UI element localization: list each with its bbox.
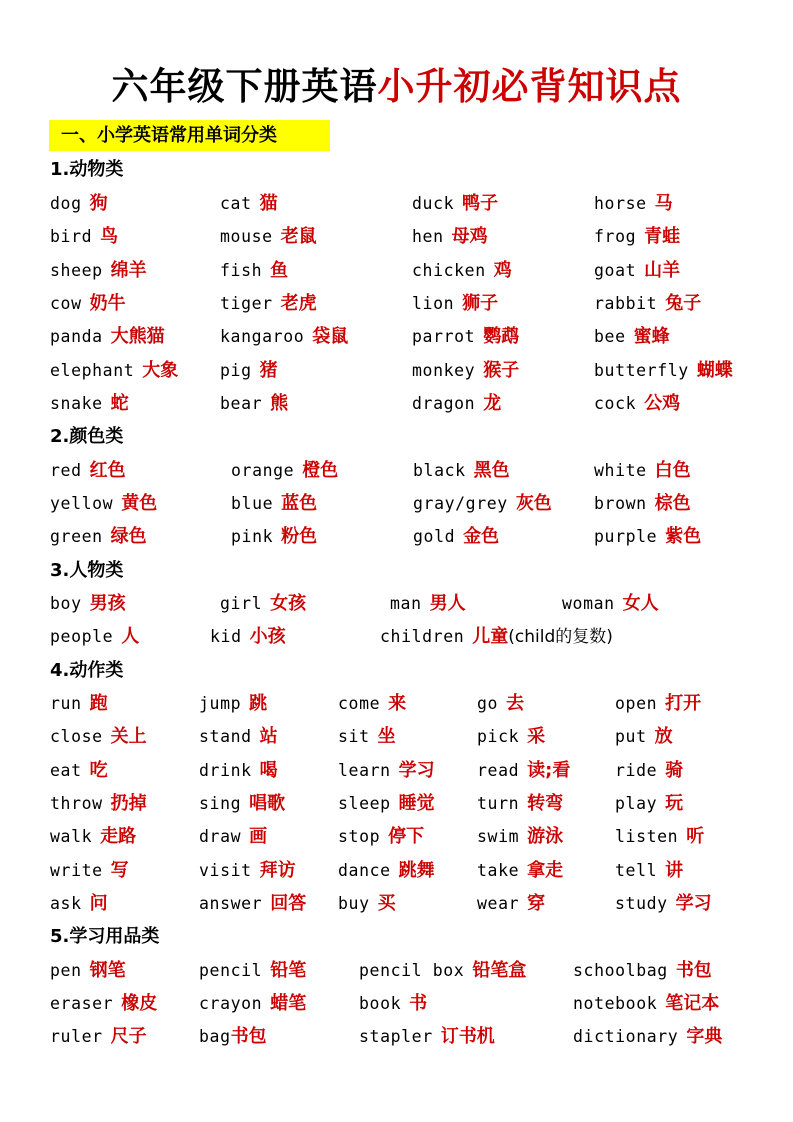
- chinese-translation: 母鸡: [451, 226, 488, 247]
- chinese-translation: 尺子: [110, 1026, 147, 1047]
- category-heading-people: 3.人物类: [50, 560, 124, 581]
- vocab-item: [220, 225, 317, 249]
- english-word: pen: [50, 961, 82, 980]
- vocab-item: [50, 859, 129, 883]
- vocab-item: [615, 759, 683, 783]
- english-word: take: [477, 861, 520, 880]
- vocab-item: [477, 759, 570, 783]
- english-word: horse: [594, 194, 647, 213]
- english-word: eraser: [50, 994, 114, 1013]
- vocab-item: [220, 259, 288, 283]
- vocab-item: [594, 325, 670, 349]
- english-word: read: [477, 761, 520, 780]
- vocab-item: [338, 892, 396, 916]
- chinese-translation: 狗: [89, 193, 108, 214]
- english-word: kid: [210, 627, 242, 646]
- vocab-item: [338, 759, 435, 783]
- vocab-item: [199, 859, 296, 883]
- english-word: tell: [615, 861, 658, 880]
- english-word: woman: [562, 594, 615, 613]
- vocab-item: [220, 359, 278, 383]
- chinese-translation: 蜜蜂: [633, 326, 670, 347]
- english-word: chicken: [412, 261, 486, 280]
- chinese-translation: 来: [388, 693, 407, 714]
- chinese-translation: 熊: [270, 393, 289, 414]
- english-word: put: [615, 727, 647, 746]
- vocab-item: [50, 459, 126, 483]
- chinese-translation: 灰色: [515, 493, 552, 514]
- chinese-translation: 粉色: [281, 526, 318, 547]
- chinese-translation: 钢笔: [89, 960, 126, 981]
- english-word: pink: [231, 527, 274, 546]
- chinese-translation: 书包: [230, 1026, 267, 1047]
- chinese-translation: 拿走: [527, 860, 564, 881]
- vocab-item: [338, 792, 435, 816]
- chinese-translation: 黄色: [121, 493, 158, 514]
- english-word: learn: [338, 761, 391, 780]
- english-word: eat: [50, 761, 82, 780]
- vocab-item: [412, 325, 519, 349]
- chinese-translation: 人: [121, 626, 140, 647]
- vocab-item: [231, 492, 317, 516]
- chinese-translation: 鸡: [493, 260, 512, 281]
- vocab-item: [220, 192, 278, 216]
- category-heading-animals: 1.动物类: [50, 159, 124, 180]
- english-word: stop: [338, 827, 381, 846]
- vocab-item: [359, 992, 427, 1016]
- vocab-item: [50, 692, 108, 716]
- english-word: hen: [412, 227, 444, 246]
- chinese-translation: 兔子: [665, 293, 702, 314]
- vocab-item: [562, 592, 659, 616]
- vocab-item: [594, 492, 691, 516]
- english-word: parrot: [412, 327, 476, 346]
- english-word: blue: [231, 494, 274, 513]
- english-word: pencil box: [359, 961, 465, 980]
- vocab-item: [573, 992, 719, 1016]
- english-word: dictionary: [573, 1027, 679, 1046]
- vocab-item: [50, 192, 108, 216]
- chinese-translation: 铅笔盒: [472, 960, 527, 981]
- chinese-translation: 猪: [259, 360, 278, 381]
- vocab-item: [50, 992, 157, 1016]
- chinese-translation: 紫色: [665, 526, 702, 547]
- english-word: frog: [594, 227, 637, 246]
- english-word: stand: [199, 727, 252, 746]
- chinese-translation: 橙色: [302, 460, 339, 481]
- vocab-item: [50, 325, 165, 349]
- english-word: mouse: [220, 227, 273, 246]
- vocab-item: [412, 225, 488, 249]
- english-word: yellow: [50, 494, 114, 513]
- chinese-translation: 铅笔: [270, 960, 307, 981]
- chinese-translation: 女人: [622, 593, 659, 614]
- chinese-translation: 书包: [675, 960, 712, 981]
- english-word: goat: [594, 261, 637, 280]
- english-word: pig: [220, 361, 252, 380]
- english-word: come: [338, 694, 381, 713]
- english-word: go: [477, 694, 499, 713]
- chinese-translation: 拜访: [259, 860, 296, 881]
- chinese-translation: 猫: [259, 193, 278, 214]
- vocab-item: [50, 525, 147, 549]
- chinese-translation: 画: [249, 826, 268, 847]
- vocab-item: [594, 225, 680, 249]
- vocab-item: [594, 192, 673, 216]
- vocab-item: [199, 725, 278, 749]
- english-word: dance: [338, 861, 391, 880]
- chinese-translation: 跑: [89, 693, 108, 714]
- english-word: book: [359, 994, 402, 1013]
- english-word: elephant: [50, 361, 135, 380]
- english-word: ask: [50, 894, 82, 913]
- chinese-translation: 棕色: [654, 493, 691, 514]
- english-word: bag: [199, 1027, 231, 1046]
- vocab-item: [412, 259, 512, 283]
- vocab-item: [50, 759, 108, 783]
- vocab-item: [338, 859, 435, 883]
- vocab-item: [412, 292, 498, 316]
- vocab-item: [50, 492, 157, 516]
- vocab-item: [338, 692, 406, 716]
- chinese-translation: 站: [259, 726, 278, 747]
- chinese-translation: 跳: [249, 693, 268, 714]
- chinese-translation: 红色: [89, 460, 126, 481]
- english-word: schoolbag: [573, 961, 668, 980]
- chinese-translation: 讲: [665, 860, 684, 881]
- english-word: orange: [231, 461, 295, 480]
- chinese-translation: 大象: [142, 360, 179, 381]
- english-word: duck: [412, 194, 455, 213]
- english-word: children: [380, 627, 465, 646]
- vocab-item: [380, 625, 613, 649]
- vocab-item: [50, 225, 118, 249]
- english-word: gray/grey: [413, 494, 508, 513]
- title-part-black: 六年级下册英语: [111, 65, 378, 108]
- vocab-item: [50, 892, 108, 916]
- section-heading: 一、小学英语常用单词分类: [61, 125, 277, 146]
- chinese-translation: 喝: [259, 760, 278, 781]
- chinese-translation: 蛇: [110, 393, 129, 414]
- english-word: cow: [50, 294, 82, 313]
- vocab-item: [50, 292, 126, 316]
- english-word: drink: [199, 761, 252, 780]
- chinese-translation: 鸟: [100, 226, 119, 247]
- chinese-translation: 学习: [398, 760, 435, 781]
- chinese-translation: 订书机: [440, 1026, 495, 1047]
- english-word: ride: [615, 761, 658, 780]
- vocab-item: [594, 525, 701, 549]
- english-word: green: [50, 527, 103, 546]
- vocab-item: [50, 625, 139, 649]
- chinese-translation: 橡皮: [121, 993, 158, 1014]
- title-part-red: 小升初必背知识点: [377, 65, 682, 108]
- vocab-item: [338, 725, 396, 749]
- vocab-item: [477, 859, 563, 883]
- english-word: draw: [199, 827, 242, 846]
- chinese-translation: 鹦鹉: [483, 326, 520, 347]
- chinese-translation: 绵羊: [110, 260, 147, 281]
- vocab-item: [413, 525, 499, 549]
- vocab-item: [50, 359, 178, 383]
- english-word: tiger: [220, 294, 273, 313]
- english-word: dragon: [412, 394, 476, 413]
- vocab-item: [573, 959, 712, 983]
- english-word: throw: [50, 794, 103, 813]
- chinese-translation: 山羊: [644, 260, 681, 281]
- vocab-item: [210, 625, 286, 649]
- english-word: ruler: [50, 1027, 103, 1046]
- chinese-translation: 笔记本: [665, 993, 720, 1014]
- chinese-translation: 放: [654, 726, 673, 747]
- chinese-translation: 跳舞: [398, 860, 435, 881]
- chinese-translation: 鸭子: [462, 193, 499, 214]
- vocab-item: [220, 325, 348, 349]
- english-word: boy: [50, 594, 82, 613]
- english-word: butterfly: [594, 361, 689, 380]
- vocab-item: [50, 392, 129, 416]
- english-word: stapler: [359, 1027, 433, 1046]
- vocab-item: [477, 892, 545, 916]
- english-word: jump: [199, 694, 242, 713]
- chinese-translation: 转弯: [527, 793, 564, 814]
- english-word: bird: [50, 227, 93, 246]
- chinese-translation: 马: [654, 193, 673, 214]
- chinese-translation: 采: [527, 726, 546, 747]
- vocab-item: [594, 359, 733, 383]
- english-word: pencil: [199, 961, 263, 980]
- chinese-translation: 读;看: [527, 760, 571, 781]
- chinese-translation: 公鸡: [644, 393, 681, 414]
- chinese-translation: 男孩: [89, 593, 126, 614]
- english-word: bee: [594, 327, 626, 346]
- chinese-translation: 书: [409, 993, 428, 1014]
- vocab-item: [199, 825, 267, 849]
- english-word: rabbit: [594, 294, 658, 313]
- english-word: answer: [199, 894, 263, 913]
- chinese-translation: 大熊猫: [110, 326, 165, 347]
- chinese-translation: 老虎: [280, 293, 317, 314]
- vocab-item: [50, 725, 147, 749]
- vocab-item: [412, 359, 519, 383]
- vocab-item: [413, 492, 552, 516]
- vocab-item: [594, 459, 691, 483]
- chinese-translation: 写: [110, 860, 129, 881]
- english-word: sleep: [338, 794, 391, 813]
- vocab-item: [477, 792, 563, 816]
- english-word: notebook: [573, 994, 658, 1013]
- chinese-translation: 袋鼠: [312, 326, 349, 347]
- english-word: sing: [199, 794, 242, 813]
- vocab-item: [220, 592, 306, 616]
- vocab-item: [615, 825, 704, 849]
- category-heading-school-supplies: 5.学习用品类: [50, 926, 160, 947]
- chinese-translation: 唱歌: [249, 793, 286, 814]
- english-word: monkey: [412, 361, 476, 380]
- chinese-translation: 男人: [429, 593, 466, 614]
- chinese-translation: 蜡笔: [270, 993, 307, 1014]
- english-word: dog: [50, 194, 82, 213]
- chinese-translation: 问: [89, 893, 108, 914]
- vocab-item: [50, 1025, 147, 1049]
- english-word: sheep: [50, 261, 103, 280]
- vocab-item: [594, 292, 701, 316]
- chinese-translation: 吃: [89, 760, 108, 781]
- english-word: snake: [50, 394, 103, 413]
- category-heading-actions: 4.动作类: [50, 660, 124, 681]
- chinese-translation: 游泳: [527, 826, 564, 847]
- chinese-translation: 扔掉: [110, 793, 147, 814]
- english-word: play: [615, 794, 658, 813]
- vocab-item: [413, 459, 510, 483]
- chinese-translation: 回答: [270, 893, 307, 914]
- vocab-item: [477, 725, 545, 749]
- english-word: study: [615, 894, 668, 913]
- vocab-item: [615, 692, 701, 716]
- english-word: purple: [594, 527, 658, 546]
- chinese-translation: 绿色: [110, 526, 147, 547]
- english-word: girl: [220, 594, 263, 613]
- chinese-translation: 龙: [483, 393, 502, 414]
- english-word: walk: [50, 827, 93, 846]
- english-word: write: [50, 861, 103, 880]
- english-word: visit: [199, 861, 252, 880]
- vocab-item: [338, 825, 424, 849]
- word-note: (child的复数): [508, 627, 613, 647]
- english-word: people: [50, 627, 114, 646]
- vocab-item: [573, 1025, 722, 1049]
- chinese-translation: 字典: [686, 1026, 723, 1047]
- vocab-item: [359, 959, 526, 983]
- english-word: panda: [50, 327, 103, 346]
- chinese-translation: 打开: [665, 693, 702, 714]
- chinese-translation: 奶牛: [89, 293, 126, 314]
- vocab-item: [477, 825, 563, 849]
- chinese-translation: 骑: [665, 760, 684, 781]
- vocab-item: [477, 692, 524, 716]
- vocab-item: [615, 859, 683, 883]
- chinese-translation: 听: [686, 826, 705, 847]
- chinese-translation: 黑色: [473, 460, 510, 481]
- vocab-item: [359, 1025, 495, 1049]
- vocab-item: [199, 1025, 267, 1049]
- chinese-translation: 穿: [527, 893, 546, 914]
- chinese-translation: 去: [506, 693, 525, 714]
- english-word: fish: [220, 261, 263, 280]
- chinese-translation: 停下: [388, 826, 425, 847]
- english-word: close: [50, 727, 103, 746]
- english-word: lion: [412, 294, 455, 313]
- vocab-item: [615, 892, 712, 916]
- vocab-item: [220, 292, 317, 316]
- chinese-translation: 学习: [675, 893, 712, 914]
- english-word: run: [50, 694, 82, 713]
- chinese-translation: 狮子: [462, 293, 499, 314]
- english-word: black: [413, 461, 466, 480]
- english-word: pick: [477, 727, 520, 746]
- chinese-translation: 小孩: [249, 626, 286, 647]
- vocab-item: [390, 592, 466, 616]
- chinese-translation: 玩: [665, 793, 684, 814]
- english-word: bear: [220, 394, 263, 413]
- english-word: kangaroo: [220, 327, 305, 346]
- chinese-translation: 青蛙: [644, 226, 681, 247]
- english-word: wear: [477, 894, 520, 913]
- vocab-item: [199, 692, 267, 716]
- vocab-item: [594, 392, 680, 416]
- chinese-translation: 金色: [463, 526, 500, 547]
- english-word: cat: [220, 194, 252, 213]
- chinese-translation: 关上: [110, 726, 147, 747]
- english-word: gold: [413, 527, 456, 546]
- english-word: listen: [615, 827, 679, 846]
- vocab-item: [50, 259, 147, 283]
- english-word: crayon: [199, 994, 263, 1013]
- chinese-translation: 坐: [377, 726, 396, 747]
- section-heading-banner: [49, 120, 330, 151]
- vocab-item: [231, 525, 317, 549]
- chinese-translation: 猴子: [483, 360, 520, 381]
- english-word: swim: [477, 827, 520, 846]
- vocab-item: [615, 725, 673, 749]
- chinese-translation: 白色: [654, 460, 691, 481]
- english-word: buy: [338, 894, 370, 913]
- chinese-translation: 鱼: [270, 260, 289, 281]
- english-word: man: [390, 594, 422, 613]
- english-word: turn: [477, 794, 520, 813]
- vocab-item: [50, 825, 136, 849]
- vocab-item: [199, 992, 306, 1016]
- chinese-translation: 蝴蝶: [696, 360, 733, 381]
- english-word: white: [594, 461, 647, 480]
- vocab-item: [199, 759, 278, 783]
- vocab-item: [199, 792, 285, 816]
- vocab-item: [50, 592, 126, 616]
- category-heading-colors: 2.颜色类: [50, 426, 124, 447]
- vocab-item: [50, 792, 147, 816]
- english-word: sit: [338, 727, 370, 746]
- vocab-item: [412, 192, 498, 216]
- vocab-item: [199, 892, 306, 916]
- english-word: cock: [594, 394, 637, 413]
- chinese-translation: 买: [377, 893, 396, 914]
- vocab-item: [231, 459, 338, 483]
- vocab-item: [412, 392, 501, 416]
- vocab-item: [199, 959, 306, 983]
- vocab-item: [594, 259, 680, 283]
- english-word: red: [50, 461, 82, 480]
- english-word: open: [615, 694, 658, 713]
- vocab-item: [615, 792, 683, 816]
- chinese-translation: 老鼠: [280, 226, 317, 247]
- english-word: brown: [594, 494, 647, 513]
- vocab-item: [50, 959, 126, 983]
- chinese-translation: 蓝色: [281, 493, 318, 514]
- chinese-translation: 走路: [100, 826, 137, 847]
- vocab-item: [220, 392, 288, 416]
- chinese-translation: 女孩: [270, 593, 307, 614]
- page-title: [0, 62, 793, 112]
- chinese-translation: 睡觉: [398, 793, 435, 814]
- chinese-translation: 儿童: [472, 626, 509, 647]
